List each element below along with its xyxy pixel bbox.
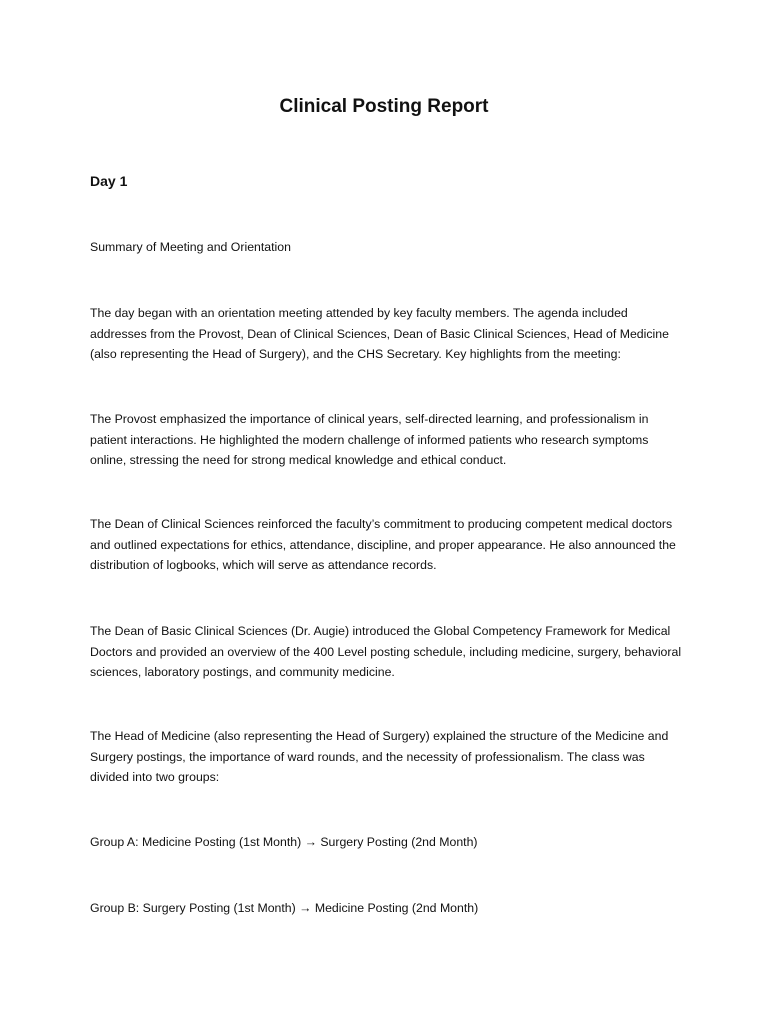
group-b-schedule: Group B: Surgery Posting (1st Month) → Medicine Posting (2nd Month) bbox=[90, 901, 479, 915]
paragraph-provost: The Provost emphasized the importance of clinical years, self-directed learning, and professionalism in patient interactions. He highlighted the modern challenge of informed patients who research symptoms online, stressing the need for strong medical knowledge and ethical conduct. bbox=[90, 412, 649, 467]
paragraph-head-of-medicine: The Head of Medicine (also representing the Head of Surgery) explained the structure of the Medicine and Surgery postings, the importance of ward rounds, and the necessity of professionalism. The class was divided into two groups: bbox=[90, 729, 669, 784]
section-subtitle: Summary of Meeting and Orientation bbox=[90, 240, 291, 254]
group-a-schedule: Group A: Medicine Posting (1st Month) → Surgery Posting (2nd Month) bbox=[90, 835, 478, 849]
day-heading: Day 1 bbox=[90, 173, 128, 189]
page-title: Clinical Posting Report bbox=[279, 96, 489, 117]
paragraph-intro: The day began with an orientation meeting attended by key faculty members. The agenda included addresses from the Provost, Dean of Clinical Sciences, Dean of Basic Clinical Sciences, Head of Medicine (also representing the Head of Surgery), and the CHS Secretary. Key highlights from the meeting: bbox=[90, 306, 669, 361]
paragraph-dean-clinical-sciences: The Dean of Clinical Sciences reinforced the faculty’s commitment to producing competent medical doctors and outlined expectations for ethics, attendance, discipline, and proper appearance. He also announced the distribution of logbooks, which will serve as attendance records. bbox=[90, 517, 676, 572]
paragraph-dean-basic-clinical-sciences: The Dean of Basic Clinical Sciences (Dr. Augie) introduced the Global Competency Framework for Medical Doctors and provided an overview of the 400 Level posting schedule, including medicine, surgery, behavioral sciences, laboratory postings, and community medicine. bbox=[90, 624, 682, 679]
